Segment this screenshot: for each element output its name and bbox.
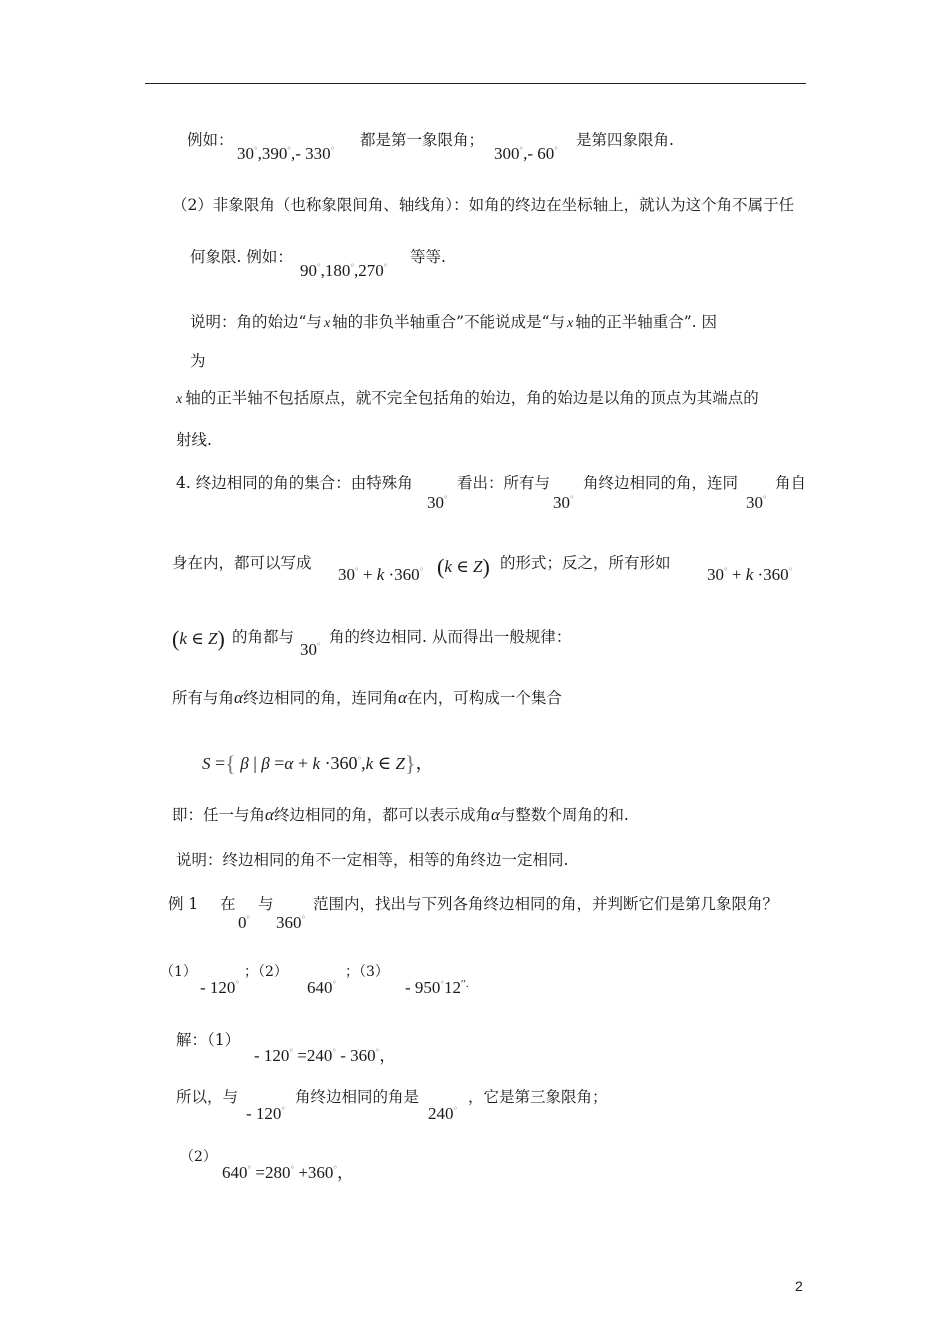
math-alpha: α: [284, 754, 294, 773]
text: 终边相同的角，连同角: [242, 689, 398, 707]
text: 与: [258, 895, 274, 913]
math-30: 30°: [300, 640, 321, 659]
math-z: Z: [472, 557, 483, 576]
math-k: k: [376, 565, 385, 584]
text-form: [500, 553, 671, 573]
math-30: 30°: [427, 493, 448, 512]
math-k-in-z: [437, 554, 490, 579]
math: 360: [276, 913, 302, 932]
note-continued: [190, 351, 206, 371]
text: 终边相同的角，都可以表示成角: [273, 806, 491, 824]
math-x: x: [567, 316, 574, 331]
math: 300: [494, 144, 520, 163]
math: 12: [444, 978, 462, 997]
math: +: [297, 753, 309, 773]
math-k: k: [745, 565, 754, 584]
text: ；（3）: [345, 964, 389, 980]
text: ，它是第三象限角；: [468, 1088, 608, 1106]
text-first-quadrant: [360, 130, 484, 150]
math: ,- 60: [523, 144, 555, 163]
text: 都是第一象限角；: [360, 131, 485, 149]
text: 角终边相同的角，连同: [583, 474, 739, 492]
text: 的形式；反之，所有形如: [500, 554, 671, 572]
math: 30: [707, 565, 724, 584]
math-30: 30°: [553, 493, 574, 512]
math-x: x: [323, 316, 331, 331]
text: 所以，与: [176, 1088, 239, 1106]
math: - 120: [246, 1104, 282, 1123]
math: =280: [255, 1163, 291, 1182]
item-2-label: [244, 962, 288, 982]
math: 640: [307, 978, 333, 997]
text: 的角都与: [232, 628, 295, 646]
example-axis-angles: [190, 247, 293, 267]
note-not-equal: [176, 850, 568, 870]
text: 即：任一与角: [172, 806, 266, 824]
math: ,180: [320, 261, 351, 280]
math-k: k: [365, 754, 374, 773]
text: 例 1: [168, 895, 199, 913]
text: 为: [190, 352, 206, 370]
math-list-1: 30°,390°,- 330°: [237, 144, 335, 163]
text: （1）: [160, 964, 197, 980]
non-quadrant-heading: [172, 195, 794, 215]
text: 解：（1）: [176, 1031, 241, 1049]
text: 看出：所有与: [457, 474, 551, 492]
solution-2-label: [180, 1147, 217, 1167]
example-1-question: [313, 894, 778, 914]
math-neg120: - 120°: [246, 1104, 286, 1123]
text: 所有与角: [172, 689, 235, 707]
math-axis-list: 90°,180°,270°: [300, 261, 388, 280]
math-0: 0°: [238, 913, 251, 932]
note-ray: [176, 430, 212, 450]
set-formula: S ={ β | β =α + k ·360°,k ∈ Z}，: [202, 751, 434, 776]
example-1-label: [168, 894, 198, 914]
text: （2）非象限角（也称象限间角、轴线角）：如角的终边在坐标轴上，就认为这个角不属于任: [172, 196, 795, 214]
text: 角自: [775, 474, 807, 492]
text: 4. 终边相同的角的集合：由特殊角: [176, 474, 413, 492]
math: +: [362, 565, 373, 584]
math: +360: [298, 1163, 334, 1182]
math-s: S: [202, 754, 211, 773]
math: |: [253, 753, 257, 773]
coterminal-set-heading: [176, 473, 413, 493]
math-expression-1: 30° + k ·360°: [338, 565, 424, 584]
math-alpha: α: [234, 688, 243, 707]
paren: ): [482, 554, 490, 579]
text: 与整数个周角的和.: [499, 806, 629, 824]
solution-1-label: [176, 1030, 240, 1050]
example-quadrant-angles: [187, 130, 234, 150]
item-3-label: [345, 962, 389, 982]
math-neg950: - 950°12′′.: [405, 978, 469, 997]
solution-2-math: 640° =280° +360°，: [222, 1163, 355, 1182]
math: 30: [553, 493, 570, 512]
text: 等等.: [410, 248, 446, 266]
header-rule: [145, 83, 806, 84]
math: ·360: [324, 753, 358, 773]
text: 例如：: [187, 131, 234, 149]
text: ，: [415, 753, 434, 773]
math-640: 640°: [307, 978, 337, 997]
math: 90: [300, 261, 317, 280]
math: 30: [300, 640, 317, 659]
solution-1-math: - 120° =240° - 360°，: [254, 1046, 397, 1065]
math-k: k: [312, 754, 321, 773]
math-k: k: [444, 557, 452, 576]
set-intro: [172, 688, 562, 708]
text: 在: [220, 895, 236, 913]
math: ∈: [191, 629, 204, 648]
item-1-label: [160, 962, 197, 982]
text-general-rule: [329, 627, 571, 647]
math-k: k: [179, 629, 187, 648]
brace: }: [405, 751, 416, 776]
math: ·360: [388, 565, 420, 584]
math: 0: [238, 913, 247, 932]
text-and: [258, 894, 274, 914]
text: 角的终边相同. 从而得出一般规律：: [329, 628, 572, 646]
math-neg120: - 120°: [200, 978, 240, 997]
math-alpha: α: [265, 805, 274, 824]
math: ,: [361, 753, 366, 773]
text-third-quadrant: [468, 1087, 608, 1107]
math-z: Z: [207, 629, 218, 648]
paren: (: [437, 554, 445, 579]
text: 说明：角的始边“与: [190, 313, 322, 331]
set-meaning: [172, 805, 629, 825]
text-see: [457, 473, 550, 493]
text-etc: [410, 247, 446, 267]
text: 说明：终边相同的角不一定相等，相等的角终边一定相同.: [176, 851, 569, 869]
math: - 120: [254, 1046, 290, 1065]
text-together: [583, 473, 738, 493]
text: 范围内，找出与下列各角终边相同的角，并判断它们是第几象限角？: [313, 895, 779, 913]
text-in: [220, 894, 236, 914]
math-expression-2: 30° + k ·360°: [707, 565, 793, 584]
brace: {: [225, 751, 236, 776]
paren: ): [217, 626, 225, 651]
math-alpha: α: [490, 805, 500, 824]
text: 轴的正半轴重合”. 因: [575, 313, 718, 331]
math: 30: [746, 493, 763, 512]
paren: (: [172, 626, 180, 651]
text: 身在内，都可以写成: [172, 554, 312, 572]
text: 何象限. 例如：: [190, 248, 293, 266]
note-positive-axis: [176, 388, 759, 410]
math: ′′.: [461, 978, 469, 990]
text-angles-with: [232, 627, 294, 647]
text: （2）: [180, 1149, 217, 1165]
math-z: Z: [395, 754, 406, 773]
text: 轴的非负半轴重合”不能说成是“与: [332, 313, 566, 331]
text-coterminal: [295, 1087, 419, 1107]
math: =240: [297, 1046, 333, 1065]
math: - 120: [200, 978, 236, 997]
math: 30: [237, 144, 254, 163]
math: =: [215, 753, 226, 773]
text: 是第四象限角.: [576, 131, 674, 149]
math: ∈: [377, 753, 392, 773]
math: +: [731, 565, 742, 584]
math: ,270: [353, 261, 384, 280]
math: ∈: [456, 557, 469, 576]
page-number: 2: [795, 1278, 803, 1294]
math: - 950: [405, 978, 441, 997]
math-x: x: [176, 392, 183, 407]
math-240: 240°: [428, 1104, 458, 1123]
math: 30: [338, 565, 355, 584]
math: 240: [428, 1104, 454, 1123]
math: ,390: [257, 144, 288, 163]
text: ；（2）: [244, 964, 288, 980]
math-30: 30°: [746, 493, 767, 512]
text: ，: [379, 1046, 397, 1065]
math: ,- 330: [290, 144, 331, 163]
math-list-2: 300°,- 60°: [494, 144, 558, 163]
math-beta: β: [240, 754, 249, 773]
math-beta: β: [261, 754, 270, 773]
text-fourth-quadrant: [576, 130, 674, 150]
text: ，: [337, 1163, 355, 1182]
math: - 360: [340, 1046, 376, 1065]
note-initial-side: [190, 312, 717, 334]
text-can-write: [172, 553, 312, 573]
math-360: 360°: [276, 913, 306, 932]
text: 在内，可构成一个集合: [406, 689, 562, 707]
text-so: [176, 1087, 238, 1107]
text-self: [775, 473, 806, 493]
math-alpha: α: [397, 688, 407, 707]
text: 射线.: [176, 431, 212, 449]
text: 轴的正半轴不包括原点，就不完全包括角的始边，角的始边是以角的顶点为其端点的: [185, 389, 759, 407]
math: =: [274, 753, 285, 773]
text: 角终边相同的角是: [295, 1088, 420, 1106]
math-k-in-z: [172, 626, 225, 651]
math: 640: [222, 1163, 248, 1182]
math: 30: [427, 493, 444, 512]
math: ·360: [757, 565, 789, 584]
